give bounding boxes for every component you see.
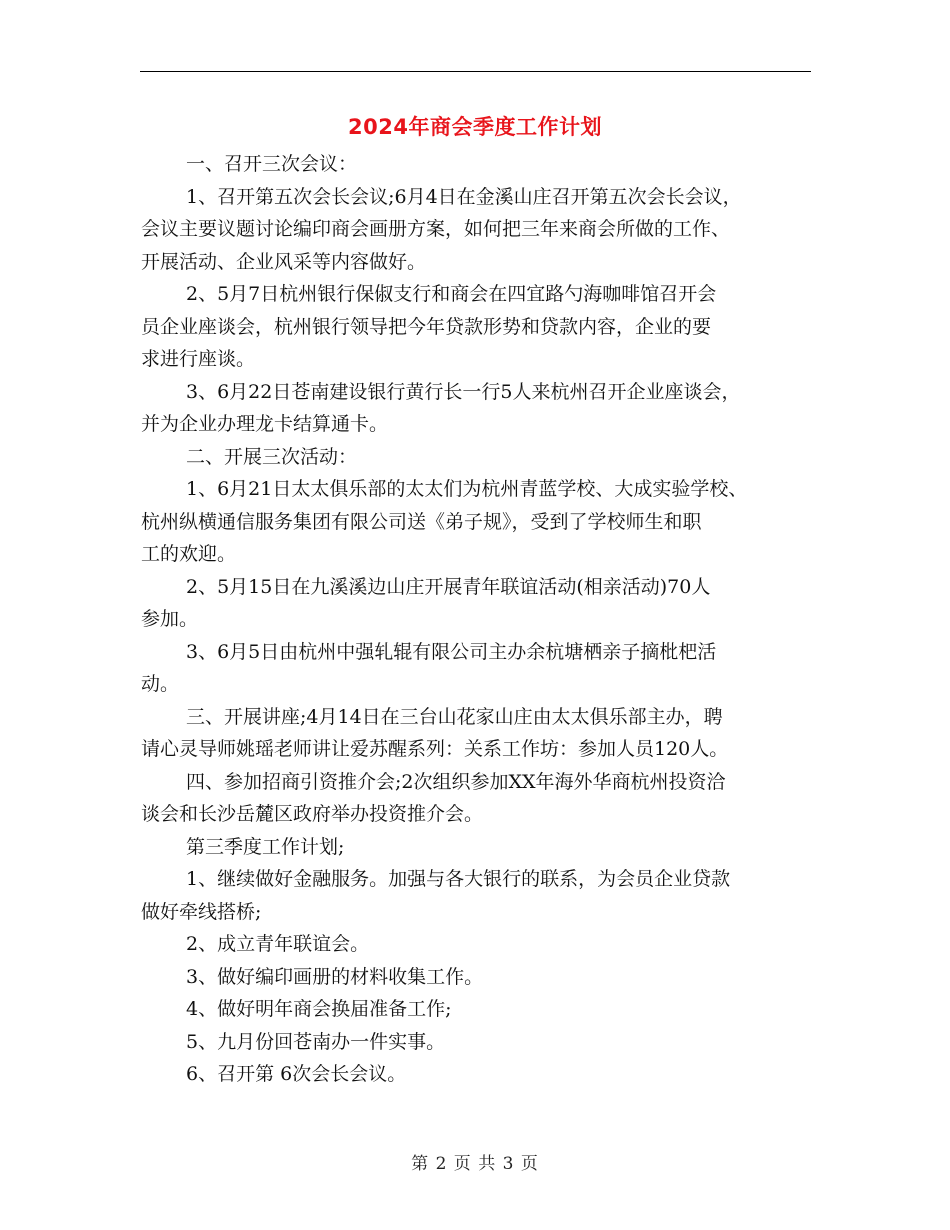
- paragraph-line: 工的欢迎。: [141, 543, 237, 565]
- paragraph: [141, 993, 821, 1026]
- paragraph: [141, 1026, 821, 1059]
- paragraph: [141, 278, 821, 376]
- paragraph-line: 一、召开三次会议：: [186, 153, 358, 175]
- paragraph-line: 开展活动、企业风采等内容做好。: [141, 250, 427, 273]
- paragraph-line: 三、开展讲座;4月14日在三台山花家山庄由太太俱乐部主办，聘: [186, 705, 723, 728]
- paragraph-line: 3、6月5日由杭州中强轧辊有限公司主办余杭塘栖亲子摘枇杷活: [186, 640, 717, 663]
- page-number-footer: 第 2 页 共 3 页: [411, 1154, 539, 1174]
- paragraph: [141, 701, 821, 766]
- document-body: [141, 148, 821, 1091]
- paragraph: [141, 441, 821, 474]
- document-title: 2024年商会季度工作计划: [348, 115, 602, 139]
- paragraph: [141, 148, 821, 181]
- paragraph-line: 1、继续做好金融服务。加强与各大银行的联系，为会员企业贷款: [186, 868, 731, 890]
- paragraph-line: 3、做好编印画册的材料收集工作。: [186, 965, 484, 988]
- paragraph: [141, 928, 821, 961]
- paragraph: [141, 1058, 821, 1091]
- paragraph: [141, 571, 821, 636]
- paragraph: [141, 376, 821, 441]
- paragraph: [141, 473, 821, 571]
- header-rule: [140, 71, 811, 72]
- paragraph-line: 参加。: [141, 608, 199, 630]
- paragraph: [141, 636, 821, 701]
- paragraph-line: 请心灵导师姚瑶老师讲让爱苏醒系列：关系工作坊：参加人员120人。: [141, 738, 729, 760]
- paragraph-line: 做好牵线搭桥;: [141, 900, 262, 923]
- paragraph-line: 四、参加招商引资推介会;2次组织参加XX年海外华商杭州投资洽: [186, 770, 726, 793]
- paragraph-line: 1、召开第五次会长会议;6月4日在金溪山庄召开第五次会长会议，: [186, 185, 742, 208]
- paragraph-line: 3、6月22日苍南建设银行黄行长一行5人来杭州召开企业座谈会，: [186, 380, 741, 403]
- paragraph-line: 并为企业办理龙卡结算通卡。: [141, 413, 389, 435]
- paragraph-line: 动。: [141, 673, 180, 695]
- paragraph: [141, 766, 821, 831]
- paragraph-line: 谈会和长沙岳麓区政府举办投资推介会。: [141, 803, 484, 825]
- paragraph-line: 杭州纵横通信服务集团有限公司送《弟子规》，受到了学校师生和职: [141, 510, 702, 533]
- paragraph: [141, 863, 821, 928]
- paragraph-line: 2、5月15日在九溪溪边山庄开展青年联谊活动(相亲活动)70人: [186, 575, 711, 598]
- paragraph: [141, 181, 821, 279]
- paragraph-line: 求进行座谈。: [141, 348, 256, 370]
- paragraph-line: 二、开展三次活动：: [186, 445, 358, 468]
- paragraph: [141, 831, 821, 864]
- paragraph-line: 5、九月份回苍南办一件实事。: [186, 1030, 446, 1053]
- paragraph-line: 1、6月21日太太俱乐部的太太们为杭州青蓝学校、大成实验学校、: [186, 478, 748, 500]
- section-heading: 第三季度工作计划;: [186, 835, 345, 858]
- paragraph-line: 6、召开第 6次会长会议。: [186, 1063, 407, 1085]
- paragraph-line: 2、成立青年联谊会。: [186, 933, 370, 955]
- paragraph-line: 4、做好明年商会换届准备工作;: [186, 998, 452, 1020]
- paragraph-line: 员企业座谈会，杭州银行领导把今年贷款形势和贷款内容，企业的要: [141, 315, 712, 338]
- paragraph: [141, 961, 821, 994]
- paragraph-line: 会议主要议题讨论编印商会画册方案，如何把三年来商会所做的工作、: [141, 218, 731, 240]
- paragraph-line: 2、5月7日杭州银行保俶支行和商会在四宜路勺海咖啡馆召开会: [186, 283, 717, 305]
